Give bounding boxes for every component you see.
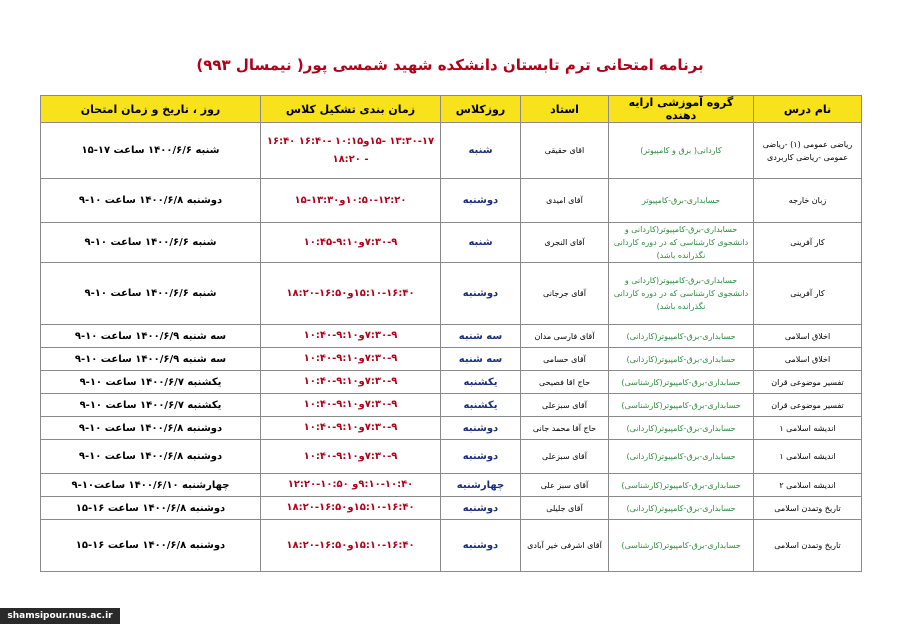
- cell-class-time: ۱۵:۱۰-۱۶:۴۰و۱۶:۵۰-۱۸:۲۰: [261, 520, 441, 572]
- cell-exam-datetime: سه شنبه ۱۴۰۰/۶/۹ ساعت ۱۰-۹: [41, 348, 261, 371]
- cell-group: حسابداری-برق-کامپیوتر(کارشناسی): [609, 474, 754, 497]
- table-row: [41, 223, 862, 263]
- cell-professor: آقای حسامی: [521, 348, 609, 371]
- cell-group: حسابداری-برق-کامپیوتر(کاردانی): [609, 325, 754, 348]
- cell-group: حسابداری-برق-کامپیوتر(کارشناسی): [609, 371, 754, 394]
- cell-professor: آقای جلیلی: [521, 497, 609, 520]
- table-row: [41, 474, 862, 497]
- cell-course: اخلاق اسلامی: [754, 348, 862, 371]
- cell-class-time: ۷:۳۰-۹و۹:۱۰-۱۰:۴۰: [261, 417, 441, 440]
- cell-group: حسابداری-برق-کامپیوتر(کاردانی و دانشجوی کارشناسی که در دوره کاردانی نگذرانده باشد): [609, 263, 754, 325]
- cell-course: تاریخ وتمدن اسلامی: [754, 520, 862, 572]
- cell-group: حسابداری-برق-کامپیوتر(کارشناسی): [609, 394, 754, 417]
- header-class-time: زمان بندی تشکیل کلاس: [261, 96, 441, 123]
- cell-exam-datetime: یکشنبه ۱۴۰۰/۶/۷ ساعت ۱۰-۹: [41, 371, 261, 394]
- cell-exam-datetime: دوشنبه ۱۴۰۰/۶/۸ ساعت ۱۰-۹: [41, 179, 261, 223]
- header-exam: روز ، تاریخ و زمان امتحان: [41, 96, 261, 123]
- cell-class-day: یکشنبه: [441, 394, 521, 417]
- cell-class-time: ۷:۳۰-۹و۹:۱۰-۱۰:۴۵: [261, 223, 441, 263]
- cell-course: زبان خارجه: [754, 179, 862, 223]
- cell-exam-datetime: دوشنبه ۱۴۰۰/۶/۸ ساعت ۱۶-۱۵: [41, 497, 261, 520]
- cell-course: اخلاق اسلامی: [754, 325, 862, 348]
- cell-class-time: ۱۰:۵۰-۱۲:۲۰و۱۳:۳۰-۱۵: [261, 179, 441, 223]
- cell-professor: آقای فارسی مدان: [521, 325, 609, 348]
- cell-class-time: ۷:۳۰-۹و۹:۱۰-۱۰:۴۰: [261, 348, 441, 371]
- cell-exam-datetime: یکشنبه ۱۴۰۰/۶/۷ ساعت ۱۰-۹: [41, 394, 261, 417]
- cell-class-time: ۱۵:۱۰-۱۶:۴۰و۱۶:۵۰-۱۸:۲۰: [261, 497, 441, 520]
- cell-class-day: شنبه: [441, 123, 521, 179]
- cell-class-day: دوشنبه: [441, 263, 521, 325]
- cell-professor: آقای جرجانی: [521, 263, 609, 325]
- cell-class-time: ۷:۳۰-۹و۹:۱۰-۱۰:۴۰: [261, 440, 441, 474]
- cell-exam-datetime: دوشنبه ۱۴۰۰/۶/۸ ساعت ۱۶-۱۵: [41, 520, 261, 572]
- cell-professor: آقای سبز علی: [521, 474, 609, 497]
- cell-course: کار آفرینی: [754, 223, 862, 263]
- cell-exam-datetime: شنبه ۱۴۰۰/۶/۶ ساعت ۱۰-۹: [41, 223, 261, 263]
- table-row: [41, 440, 862, 474]
- cell-group: حسابداری-برق-کامپیوتر(کاردانی): [609, 440, 754, 474]
- table-row: [41, 394, 862, 417]
- cell-exam-datetime: شنبه ۱۴۰۰/۶/۶ ساعت ۱۷-۱۵: [41, 123, 261, 179]
- cell-course: اندیشه اسلامی ۱: [754, 440, 862, 474]
- cell-course: کار آفرینی: [754, 263, 862, 325]
- cell-group: حسابداری-برق-کامپیوتر(کارشناسی): [609, 520, 754, 572]
- table-row: [41, 179, 862, 223]
- cell-course: ریاضی عمومی (۱) -ریاضی عمومی -ریاضی کاربردی: [754, 123, 862, 179]
- cell-course: تاریخ وتمدن اسلامی: [754, 497, 862, 520]
- cell-group: حسابداری-برق-کامپیوتر(کاردانی): [609, 497, 754, 520]
- cell-class-day: دوشنبه: [441, 179, 521, 223]
- table-row: [41, 123, 862, 179]
- cell-exam-datetime: چهارشنبه ۱۴۰۰/۶/۱۰ ساعت۱۰-۹: [41, 474, 261, 497]
- cell-professor: اقای حقیقی: [521, 123, 609, 179]
- cell-exam-datetime: دوشنبه ۱۴۰۰/۶/۸ ساعت ۱۰-۹: [41, 440, 261, 474]
- cell-class-time: ۷:۳۰-۹و۹:۱۰-۱۰:۴۰: [261, 325, 441, 348]
- header-course: نام درس: [754, 96, 862, 123]
- cell-group: حسابداری-برق-کامپیوتر: [609, 179, 754, 223]
- cell-class-time: ۷:۳۰-۹و۹:۱۰-۱۰:۴۰: [261, 371, 441, 394]
- cell-course: تفسیر موضوعی قران: [754, 371, 862, 394]
- table-row: [41, 371, 862, 394]
- cell-professor: آقای سبزعلی: [521, 440, 609, 474]
- cell-professor: آقای النجری: [521, 223, 609, 263]
- cell-class-day: شنبه: [441, 223, 521, 263]
- cell-group: کاردانی( برق و کامپیوتر): [609, 123, 754, 179]
- table-row: [41, 520, 862, 572]
- cell-professor: حاج اقا فصیحی: [521, 371, 609, 394]
- cell-class-day: چهارشنبه: [441, 474, 521, 497]
- cell-class-time: ۱۵:۱۰-۱۶:۴۰و۱۶:۵۰-۱۸:۲۰: [261, 263, 441, 325]
- cell-class-day: سه شنبه: [441, 348, 521, 371]
- table-header-row: [41, 96, 862, 123]
- cell-course: اندیشه اسلامی ۱: [754, 417, 862, 440]
- cell-professor: آقای سبزعلی: [521, 394, 609, 417]
- cell-professor: آقای امیدی: [521, 179, 609, 223]
- cell-professor: حاج آقا محمد جانی: [521, 417, 609, 440]
- cell-exam-datetime: سه شنبه ۱۴۰۰/۶/۹ ساعت ۱۰-۹: [41, 325, 261, 348]
- header-class-day: روزکلاس: [441, 96, 521, 123]
- cell-class-day: سه شنبه: [441, 325, 521, 348]
- cell-class-day: دوشنبه: [441, 520, 521, 572]
- cell-course: تفسیر موضوعی قران: [754, 394, 862, 417]
- site-url-badge: shamsipour.nus.ac.ir: [0, 608, 120, 624]
- cell-class-time: ۱۳:۳۰-۱۷ -۱۵و۱۰:۱۵ -۱۶:۴۰ ۱۶:۴۰ - ۱۸:۲۰: [261, 123, 441, 179]
- cell-exam-datetime: شنبه ۱۴۰۰/۶/۶ ساعت ۱۰-۹: [41, 263, 261, 325]
- cell-course: اندیشه اسلامی ۲: [754, 474, 862, 497]
- exam-schedule-table: [40, 95, 862, 572]
- cell-group: حسابداری-برق-کامپیوتر(کاردانی و دانشجوی کارشناسی که در دوره کاردانی نگذرانده باشد): [609, 223, 754, 263]
- table-row: [41, 263, 862, 325]
- cell-professor: آقای اشرفی خیر آبادی: [521, 520, 609, 572]
- cell-exam-datetime: دوشنبه ۱۴۰۰/۶/۸ ساعت ۱۰-۹: [41, 417, 261, 440]
- header-professor: استاد: [521, 96, 609, 123]
- cell-group: حسابداری-برق-کامپیوتر(کاردانی): [609, 417, 754, 440]
- cell-class-time: ۹:۱۰-۱۰:۴۰و ۱۰:۵۰-۱۲:۲۰: [261, 474, 441, 497]
- cell-class-day: دوشنبه: [441, 417, 521, 440]
- cell-class-day: دوشنبه: [441, 497, 521, 520]
- table-row: [41, 417, 862, 440]
- cell-class-day: دوشنبه: [441, 440, 521, 474]
- page-title: برنامه امتحانی ترم تابستان دانشکده شهید شمسی پور( نیمسال ۹۹۳): [196, 56, 704, 74]
- cell-class-day: یکشنبه: [441, 371, 521, 394]
- cell-group: حسابداری-برق-کامپیوتر(کاردانی): [609, 348, 754, 371]
- table-row: [41, 325, 862, 348]
- cell-class-time: ۷:۳۰-۹و۹:۱۰-۱۰:۴۰: [261, 394, 441, 417]
- table-row: [41, 497, 862, 520]
- table-row: [41, 348, 862, 371]
- header-group: گروه آموزشی ارایه دهنده: [609, 96, 754, 123]
